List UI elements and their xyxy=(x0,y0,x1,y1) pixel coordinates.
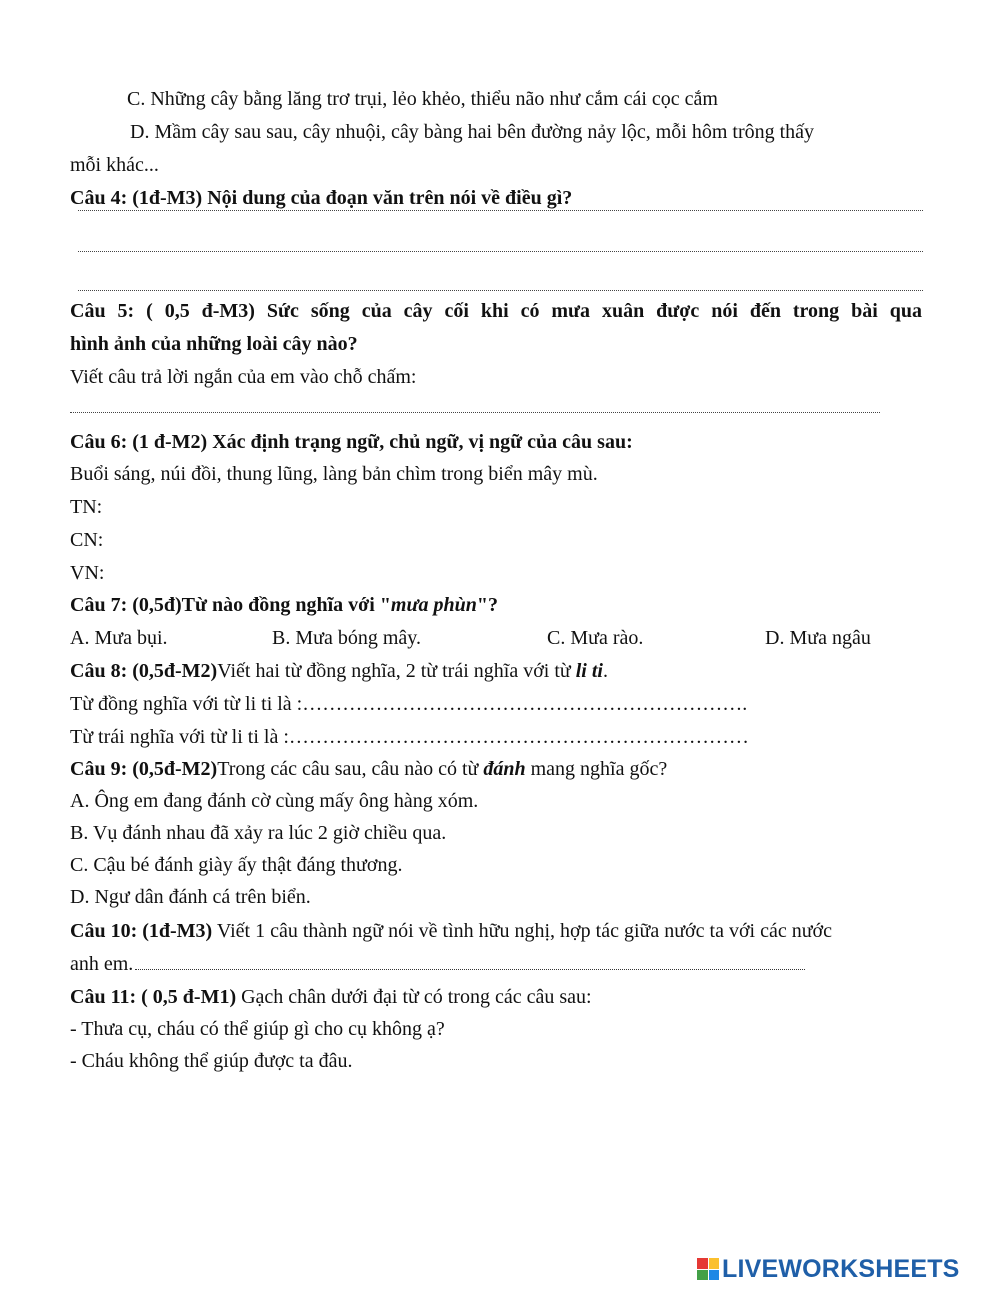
q8-title: Câu 8: (0,5đ-M2)Viết hai từ đồng nghĩa, 2 từ trái nghĩa với từ li ti. xyxy=(70,660,608,682)
q6-title: Câu 6: (1 đ-M2) Xác định trạng ngữ, chủ ngữ, vị ngữ của câu sau: xyxy=(70,431,633,453)
q3-option-d-line1: D. Mầm cây sau sau, cây nhuội, cây bàng hai bên đường nảy lộc, mỗi hôm trông thấy xyxy=(130,121,815,143)
q4-answer-line-1[interactable] xyxy=(78,210,923,211)
q10-answer-line[interactable] xyxy=(135,969,805,970)
q3-option-c: C. Những cây bằng lăng trơ trụi, lẻo khẻo, thiểu não như cắm cái cọc cắm xyxy=(127,88,718,110)
q5-instruction: Viết câu trả lời ngắn của em vào chỗ chấm: xyxy=(70,366,417,388)
q10-title: Câu 10: (1đ-M3) Viết 1 câu thành ngữ nói về tình hữu nghị, hợp tác giữa nước ta với các nước xyxy=(70,920,833,942)
q9-title: Câu 9: (0,5đ-M2)Trong các câu sau, câu nào có từ đánh mang nghĩa gốc? xyxy=(70,758,668,780)
q5-title-line1: Câu 5: ( 0,5 đ-M3) Sức sống của cây cối khi có mưa xuân được nói đến trong bài qua xyxy=(70,300,922,322)
q6-vn-label[interactable]: VN: xyxy=(70,562,105,584)
q9-option-b[interactable]: B. Vụ đánh nhau đã xảy ra lúc 2 giờ chiều qua. xyxy=(70,822,447,844)
q7-keyword: mưa phùn xyxy=(390,594,477,616)
liveworksheets-logo-text: LIVEWORKSHEETS xyxy=(722,1254,960,1283)
q9-option-d[interactable]: D. Ngư dân đánh cá trên biển. xyxy=(70,886,311,908)
q8-antonym-line[interactable]: Từ trái nghĩa với từ li ti là :…………………………………………………………… xyxy=(70,726,749,748)
q7-option-d[interactable]: D. Mưa ngâu xyxy=(765,627,871,649)
q5-answer-line[interactable] xyxy=(70,412,880,413)
q10-line2: anh em. xyxy=(70,952,805,976)
liveworksheets-logo-icon xyxy=(697,1258,719,1280)
q6-cn-label[interactable]: CN: xyxy=(70,529,104,551)
q5-title-line2: hình ảnh của những loài cây nào? xyxy=(70,333,358,355)
q4-title: Câu 4: (1đ-M3) Nội dung của đoạn văn trên nói về điều gì? xyxy=(70,187,573,209)
q11-sentence-2[interactable]: - Cháu không thể giúp được ta đâu. xyxy=(70,1050,353,1072)
q4-answer-line-2[interactable] xyxy=(78,251,923,252)
q9-option-a[interactable]: A. Ông em đang đánh cờ cùng mấy ông hàng xóm. xyxy=(70,790,479,812)
q6-sentence: Buổi sáng, núi đồi, thung lũng, làng bản chìm trong biển mây mù. xyxy=(70,463,598,485)
q9-option-c[interactable]: C. Cậu bé đánh giày ấy thật đáng thương. xyxy=(70,854,403,876)
q6-tn-label[interactable]: TN: xyxy=(70,496,103,518)
liveworksheets-logo xyxy=(697,1256,960,1282)
q9-keyword: đánh xyxy=(483,758,526,780)
q3-option-d-line2: mỗi khác... xyxy=(70,154,159,176)
q7-option-a[interactable]: A. Mưa bụi. xyxy=(70,627,168,649)
q8-keyword: li ti xyxy=(575,660,603,682)
q7-option-c[interactable]: C. Mưa rào. xyxy=(547,627,644,649)
q4-answer-line-3[interactable] xyxy=(78,290,923,291)
q7-option-b[interactable]: B. Mưa bóng mây. xyxy=(272,627,421,649)
q7-title: Câu 7: (0,5đ)Từ nào đồng nghĩa với "mưa phùn"? xyxy=(70,594,498,616)
q11-sentence-1[interactable]: - Thưa cụ, cháu có thể giúp gì cho cụ không ạ? xyxy=(70,1018,445,1040)
q11-title: Câu 11: ( 0,5 đ-M1) Gạch chân dưới đại từ có trong các câu sau: xyxy=(70,986,592,1008)
q8-synonym-line[interactable]: Từ đồng nghĩa với từ li ti là :…………………………………………………………. xyxy=(70,693,748,715)
